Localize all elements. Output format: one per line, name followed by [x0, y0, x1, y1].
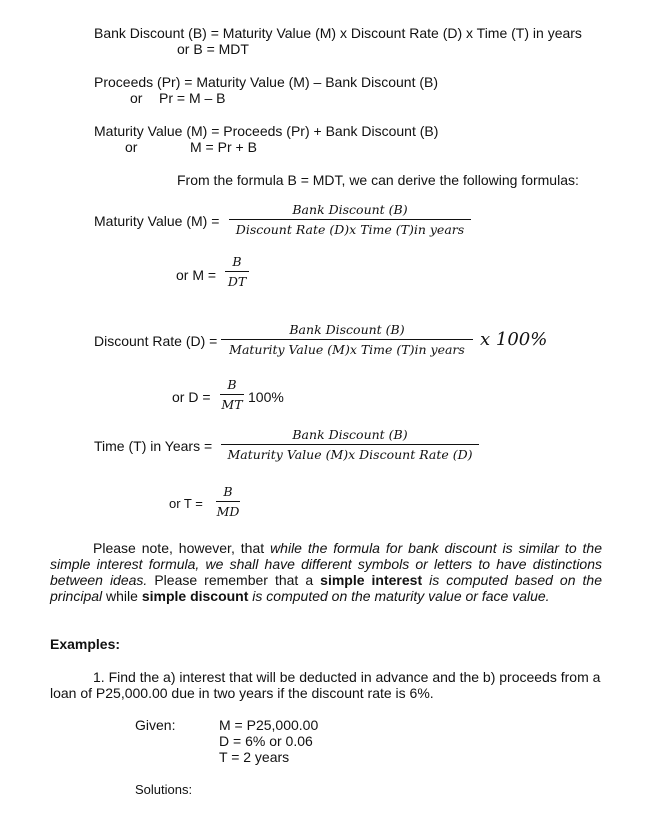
- maturity-or: or: [125, 139, 138, 155]
- proceeds-formula: Proceeds (Pr) = Maturity Value (M) – Bank Discount (B): [94, 74, 439, 90]
- note-text-2: while the formula for bank discount is similar to the simple interest formula, we shall have different symbols or letters to have distinctions between ideas.: [50, 540, 603, 588]
- proceeds-formula-alt: Pr = M – B: [159, 90, 226, 106]
- given-label: Given:: [135, 717, 176, 733]
- rate-short-denominator: MT: [221, 397, 243, 412]
- maturity-short-denominator: DT: [227, 274, 247, 289]
- time-derived-numerator: Bank Discount (B): [292, 427, 408, 442]
- solutions-label: Solutions:: [135, 782, 193, 797]
- note-text-1: Please note, however, that: [93, 540, 271, 556]
- fraction-bar: [225, 271, 249, 272]
- time-short-numerator: B: [223, 484, 233, 499]
- bank-discount-formula-alt: or B = MDT: [177, 41, 249, 57]
- rate-short-multiplier: 100%: [248, 389, 284, 405]
- proceeds-or: or: [130, 90, 143, 106]
- rate-multiplier: x 100%: [480, 329, 548, 350]
- rate-derived-fraction: [221, 322, 473, 357]
- bank-discount-formula: Bank Discount (B) = Maturity Value (M) x Discount Rate (D) x Time (T) in years: [94, 25, 582, 41]
- maturity-short-numerator: B: [232, 254, 242, 269]
- rate-derived-numerator: Bank Discount (B): [289, 322, 405, 337]
- rate-short-label: or D =: [172, 389, 211, 405]
- maturity-formula-alt: M = Pr + B: [190, 139, 257, 155]
- time-short-fraction: [216, 484, 240, 519]
- maturity-derived-numerator: Bank Discount (B): [292, 202, 408, 217]
- note-term-simple-interest: simple interest: [320, 572, 423, 588]
- rate-short-fraction: [220, 377, 244, 412]
- time-short-label: or T =: [169, 496, 203, 511]
- maturity-short-fraction: [225, 254, 249, 289]
- time-derived-denominator: Maturity Value (M)x Discount Rate (D): [227, 447, 473, 462]
- time-derived-label: Time (T) in Years =: [94, 438, 213, 454]
- maturity-derived-label: Maturity Value (M) =: [94, 213, 220, 229]
- note-term-principal: principal: [50, 588, 103, 604]
- given-time: T = 2 years: [219, 749, 290, 765]
- maturity-formula: Maturity Value (M) = Proceeds (Pr) + Bank Discount (B): [94, 123, 439, 139]
- note-text-3: Please remember that a: [147, 572, 321, 588]
- given-maturity-value: M = P25,000.00: [219, 717, 319, 733]
- given-discount-rate: D = 6% or 0.06: [219, 733, 313, 749]
- fraction-bar: [229, 219, 471, 220]
- derive-intro: From the formula B = MDT, we can derive the following formulas:: [177, 172, 579, 188]
- fraction-bar: [221, 444, 479, 445]
- note-term-simple-discount: simple discount: [141, 588, 249, 604]
- rate-short-numerator: B: [227, 377, 237, 392]
- fraction-bar: [221, 339, 473, 340]
- examples-heading: Examples:: [50, 636, 121, 652]
- time-derived-fraction: [221, 427, 479, 462]
- fraction-bar: [216, 501, 240, 502]
- note-text-7: while: [102, 588, 142, 604]
- note-text-9: is computed on the maturity value or face value.: [248, 588, 550, 604]
- note-paragraph: [50, 540, 602, 604]
- example-problem: 1. Find the a) interest that will be deducted in advance and the b) proceeds from a loan of P25,000.00 due in two years if the discount rate is 6%.: [50, 669, 601, 701]
- maturity-short-label: or M =: [176, 267, 217, 283]
- time-short-denominator: MD: [216, 504, 240, 519]
- maturity-derived-fraction: [229, 202, 471, 237]
- note-text-5: is computed based on the: [422, 572, 602, 588]
- rate-derived-denominator: Maturity Value (M)x Time (T)in years: [229, 342, 465, 357]
- maturity-derived-denominator: Discount Rate (D)x Time (T)in years: [235, 222, 465, 237]
- fraction-bar: [220, 394, 244, 395]
- rate-derived-label: Discount Rate (D) =: [94, 333, 218, 349]
